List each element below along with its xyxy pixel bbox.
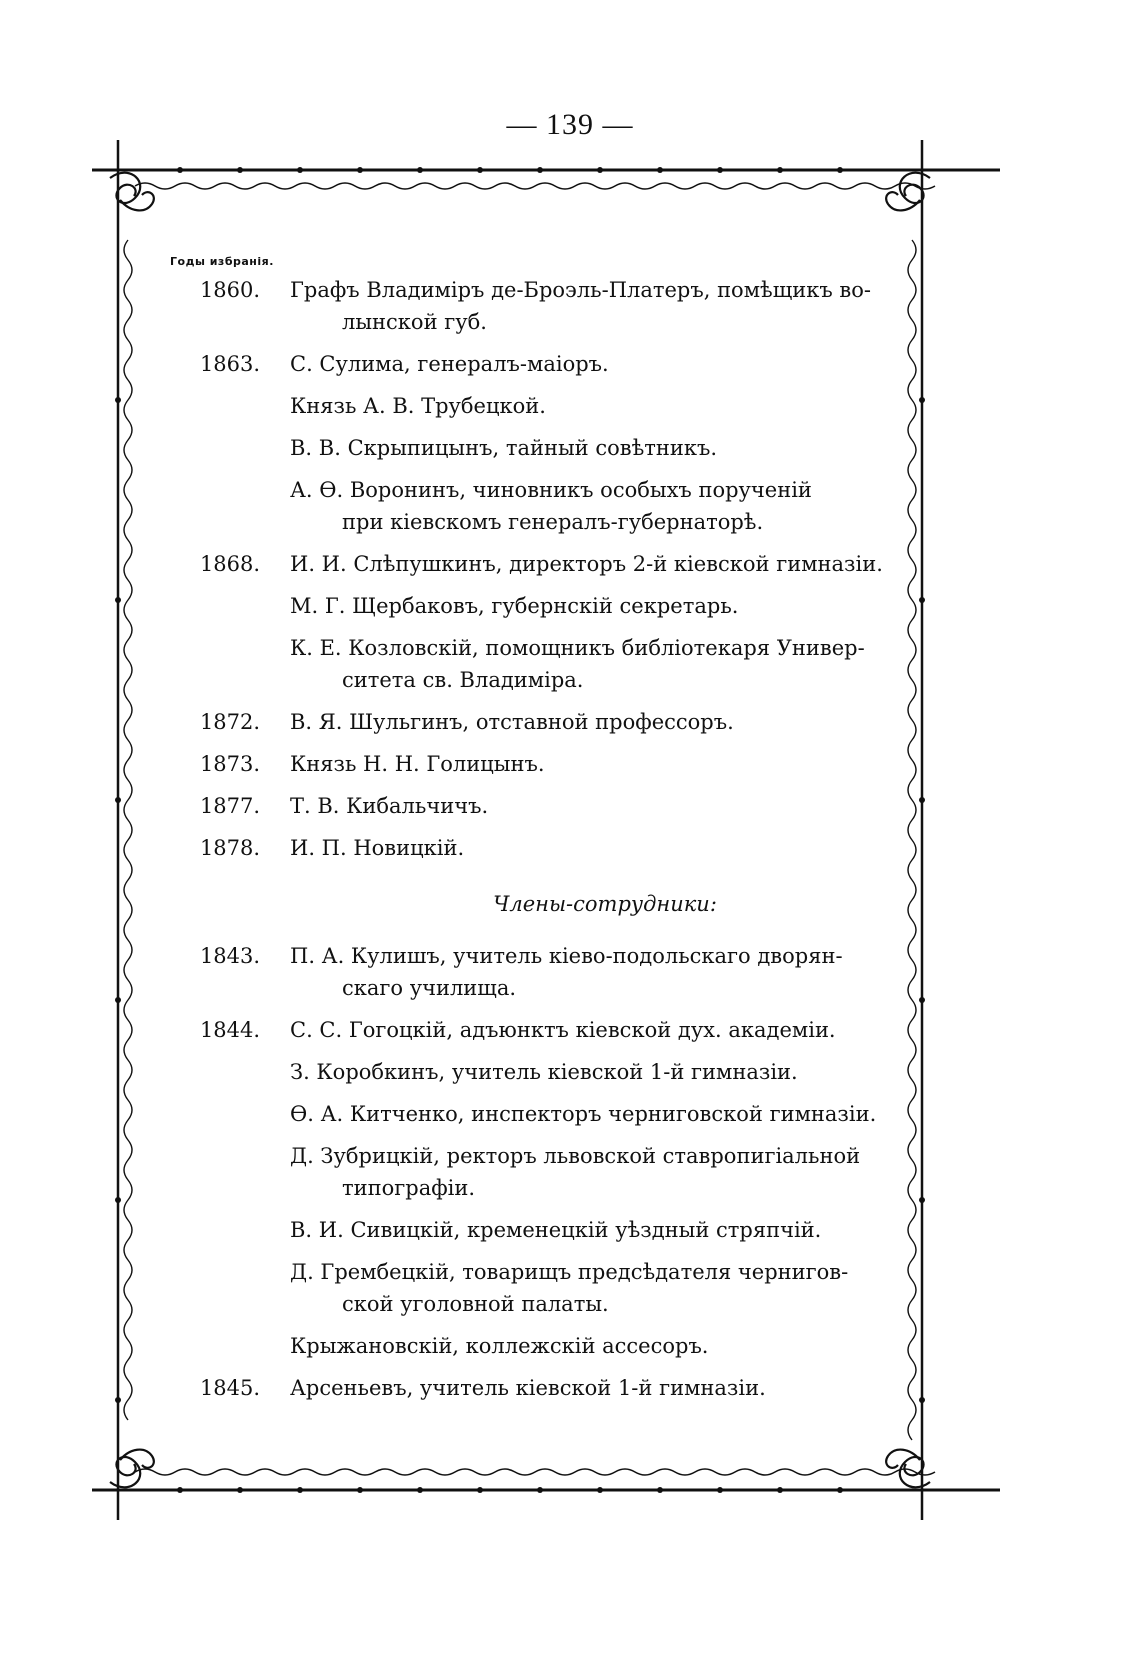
list-item <box>170 1372 930 1404</box>
list-item <box>170 1256 930 1320</box>
entry-year: 1860. <box>199 278 261 302</box>
entry-text: Графъ Владиміръ де-Броэль-Платеръ, помѣщикъ во- лынской губ. <box>290 278 871 334</box>
list-item <box>170 1014 930 1046</box>
list-item <box>170 940 930 1004</box>
list-item <box>170 706 930 738</box>
main-content <box>170 255 930 1414</box>
list-item <box>170 1140 930 1204</box>
list-item <box>170 432 930 464</box>
list-item <box>170 1214 930 1246</box>
entry-text: М. Г. Щербаковъ, губернскій секретарь. <box>290 594 739 618</box>
column-header: Годы избранія. <box>170 255 274 268</box>
entry-year: 1845. <box>199 1376 261 1400</box>
entry-text: И. И. Слѣпушкинъ, директоръ 2-й кіевской гимназіи. <box>290 552 883 576</box>
entry-text: Ѳ. А. Китченко, инспекторъ черниговской гимназіи. <box>290 1102 877 1126</box>
entry-text: С. С. Гогоцкій, адъюнктъ кіевской дух. академіи. <box>290 1018 836 1042</box>
entry-text: И. П. Новицкій. <box>290 836 465 860</box>
entry-year: 1843. <box>199 944 261 968</box>
entry-text: Т. В. Кибальчичъ. <box>290 794 489 818</box>
list-item <box>170 1330 930 1362</box>
entry-year: 1877. <box>199 794 261 818</box>
list-item <box>170 1098 930 1130</box>
entry-text: Арсеньевъ, учитель кіевской 1-й гимназіи. <box>290 1376 766 1400</box>
entry-text: А. Ѳ. Воронинъ, чиновникъ особыхъ порученій при кіевскомъ генералъ-губернаторѣ. <box>290 478 812 534</box>
list-item <box>170 474 930 538</box>
entry-year: 1872. <box>199 710 261 734</box>
section-title: Члены-сотрудники: <box>493 892 717 916</box>
list-item <box>170 548 930 580</box>
entry-year: 1878. <box>199 836 261 860</box>
list-item <box>170 632 930 696</box>
entry-text: С. Сулима, генералъ-маіоръ. <box>290 352 609 376</box>
entry-text: Д. Грембецкій, товарищъ предсѣдателя чернигов- ской уголовной палаты. <box>290 1260 849 1316</box>
entry-text: В. В. Скрыпицынъ, тайный совѣтникъ. <box>290 436 718 460</box>
entry-text: В. И. Сивицкій, кременецкій уѣздный стряпчій. <box>290 1218 822 1242</box>
entry-year: 1868. <box>199 552 261 576</box>
entry-year: 1873. <box>199 752 261 776</box>
entry-text: К. Е. Козловскій, помощникъ библіотекаря Универ- ситета св. Владиміра. <box>290 636 865 692</box>
entry-text: З. Коробкинъ, учитель кіевской 1-й гимназіи. <box>290 1060 798 1084</box>
list-item <box>170 832 930 864</box>
entry-text: Д. Зубрицкій, ректоръ львовской ставропигіальной типографіи. <box>290 1144 861 1200</box>
entry-text: Князь Н. Н. Голицынъ. <box>290 752 545 776</box>
list-item <box>170 1056 930 1088</box>
entry-year: 1844. <box>199 1018 261 1042</box>
entry-year: 1863. <box>199 352 261 376</box>
entry-text: П. А. Кулишъ, учитель кіево-подольскаго дворян- скаго училища. <box>290 944 843 1000</box>
page-number: — 139 — <box>506 108 634 141</box>
list-item <box>170 590 930 622</box>
members-list <box>170 274 930 864</box>
entry-text: В. Я. Шульгинъ, отставной профессоръ. <box>290 710 734 734</box>
entry-text: Крыжановскій, коллежскій ассесоръ. <box>290 1334 709 1358</box>
list-item <box>170 390 930 422</box>
list-item <box>170 348 930 380</box>
contributors-list <box>170 940 930 1404</box>
list-item <box>170 748 930 780</box>
list-item <box>170 790 930 822</box>
list-item <box>170 274 930 338</box>
entry-text: Князь А. В. Трубецкой. <box>290 394 546 418</box>
